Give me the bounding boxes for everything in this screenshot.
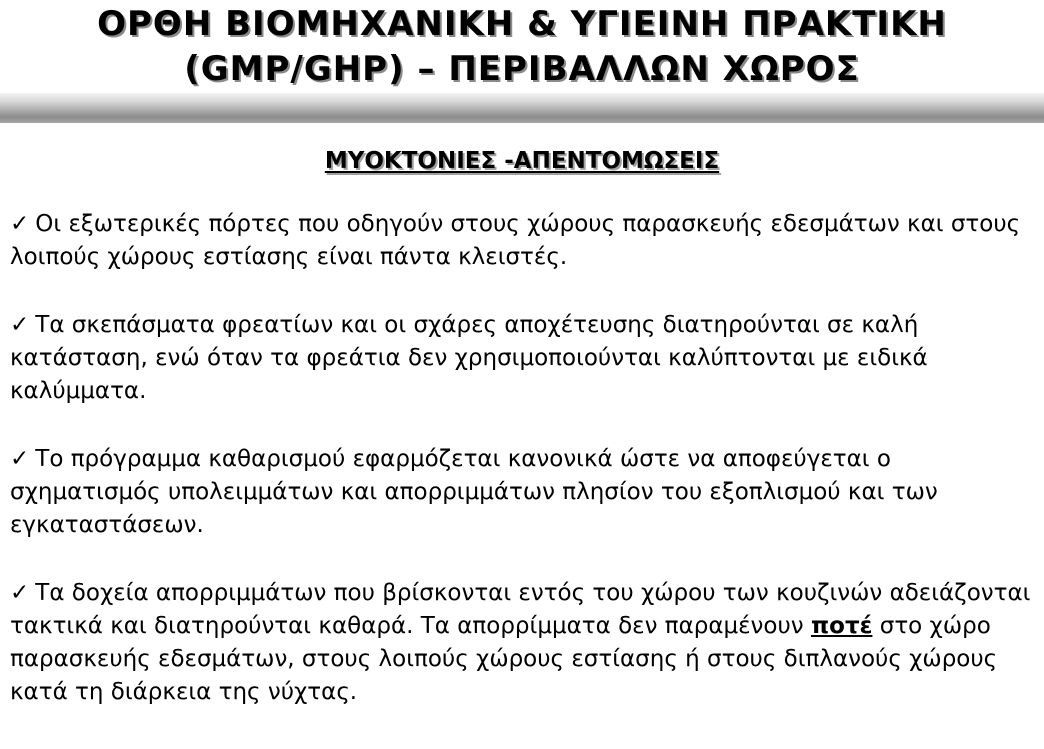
section-heading: ΜΥΟΚΤΟΝΙΕΣ -ΑΠΕΝΤΟΜΩΣΕΙΣ [324, 148, 720, 174]
emphasis-word: ποτέ [810, 613, 873, 639]
list-item-text: Τα δοχεία απορριμμάτων που βρίσκονται εντός του χώρου των κουζινών αδειάζονται τακτικά και διατηρούνται καθαρά. Τα απορρίμματα δεν παραμένουν [10, 580, 1031, 639]
checkmark-icon: ✓ [10, 312, 30, 338]
list-item [10, 208, 1038, 274]
list-item [10, 443, 1038, 542]
list-item [10, 577, 1038, 709]
title-divider-bar [0, 93, 1044, 123]
bullet-list [10, 208, 1038, 744]
checkmark-icon: ✓ [10, 580, 30, 606]
checkmark-icon: ✓ [10, 446, 30, 472]
list-item-text-continued: στο χώρο παρασκευής εδεσμάτων, στους λοιπούς χώρους εστίασης ή στους διπλανούς χώρους κατά τη διάρκεια της νύχτας. [10, 613, 998, 705]
page-title-line-2: (GMP/GHP) – ΠΕΡΙΒΑΛΛΩΝ ΧΩΡΟΣ [184, 49, 860, 89]
page-title [0, 2, 1044, 92]
list-item-text: Οι εξωτερικές πόρτες που οδηγούν στους χώρους παρασκευής εδεσμάτων και στους λοιπούς χώρους εστίασης είναι πάντα κλειστές. [10, 211, 1021, 270]
page-title-line-1: ΟΡΘΗ ΒΙΟΜΗΧΑΝΙΚΗ & ΥΓΙΕΙΝΗ ΠΡΑΚΤΙΚΗ [97, 4, 947, 44]
checkmark-icon: ✓ [10, 211, 30, 237]
list-item-text: Τα σκεπάσματα φρεατίων και οι σχάρες αποχέτευσης διατηρούνται σε καλή κατάσταση, ενώ όταν τα φρεάτια δεν χρησιμοποιούνται καλύπτονται με ειδικά καλύμματα. [10, 312, 928, 404]
list-item [10, 309, 1038, 408]
list-item-text: Το πρόγραμμα καθαρισμού εφαρμόζεται κανονικά ώστε να αποφεύγεται ο σχηματισμός υπολειμμάτων και απορριμμάτων πλησίον του εξοπλισμού και των εγκαταστάσεων. [10, 446, 938, 538]
